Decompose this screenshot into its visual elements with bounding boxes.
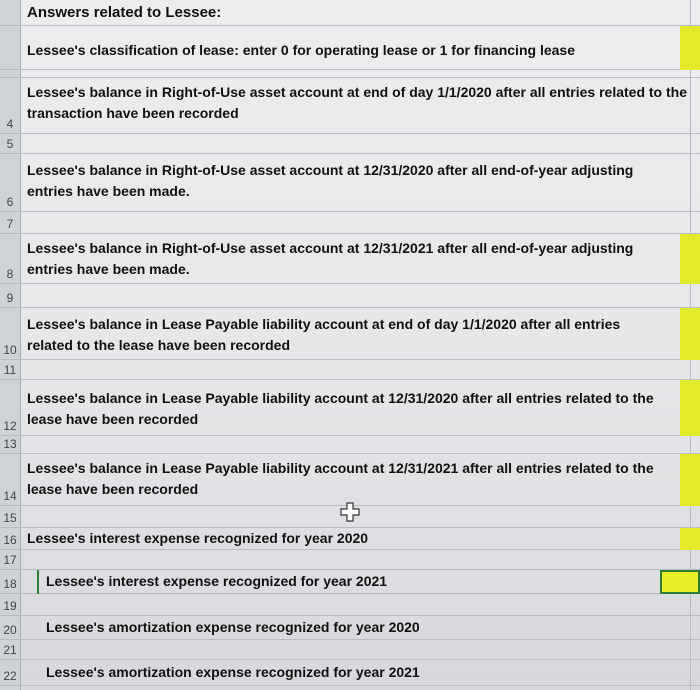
table-row [0,550,700,570]
cell-question[interactable] [21,26,700,69]
question-label: Lessee's amortization expense recognized for year 2021 [46,664,420,680]
question-label: Lessee's balance in Lease Payable liability account at 12/31/2021 after all entries related to the lease have been recorded [27,460,654,497]
row-number: 16 [3,533,17,547]
question-label: Lessee's balance in Lease Payable liability account at end of day 1/1/2020 after all entries related to the lease have been recorded [27,316,621,353]
row-number: 6 [6,195,14,209]
answer-cell[interactable] [680,454,700,506]
table-row [0,70,700,78]
row-number: 21 [3,643,17,657]
table-row [0,308,700,360]
table-row [0,380,700,436]
question-label: Lessee's classification of lease: enter 0 for operating lease or 1 for financing lease [27,42,575,58]
table-row [0,134,700,154]
row-number: 10 [3,343,17,357]
table-row [0,594,700,616]
question-label: Lessee's interest expense recognized for year 2021 [46,573,388,589]
row-number: 20 [3,623,17,637]
question-label: Lessee's balance in Lease Payable liability account at 12/31/2020 after all entries related to the lease have been recorded [27,390,654,427]
table-row [0,26,700,70]
row-number: 9 [6,291,14,305]
question-label: Lessee's balance in Right-of-Use asset account at 12/31/2020 after all end-of-year adjusting entries have been made. [27,162,634,199]
row-number: 14 [3,489,17,503]
table-row [0,506,700,528]
cell-question[interactable] [21,154,700,211]
row-number: 15 [3,511,17,525]
question-label: Lessee's amortization expense recognized for year 2020 [46,619,420,635]
cell-question[interactable] [21,454,700,505]
answer-cell[interactable] [680,528,700,550]
row-number: 17 [3,553,17,567]
table-row [0,284,700,308]
row-number: 22 [3,669,17,683]
table-row [0,234,700,284]
cell-title[interactable] [21,0,700,25]
question-label: Lessee's balance in Right-of-Use asset account at end of day 1/1/2020 after all entries related to the transaction have been recorded [27,84,687,121]
cell-question[interactable] [40,616,700,639]
table-row [0,616,700,640]
answer-cell[interactable] [680,380,700,436]
answer-cell-selected[interactable] [660,570,700,594]
table-row [0,570,700,594]
table-row [0,454,700,506]
cell-question[interactable] [40,660,700,685]
cell-question[interactable] [21,234,700,283]
table-row [0,154,700,212]
crosshair-cursor-icon [340,502,360,522]
table-row [0,660,700,686]
row-number: 19 [3,599,17,613]
section-title: Answers related to Lessee: [27,4,222,21]
cell-question[interactable] [21,380,700,435]
row-number: 4 [6,117,14,131]
row-number: 11 [3,363,17,377]
answer-cell[interactable] [680,308,700,360]
question-label: Lessee's interest expense recognized for year 2020 [27,530,369,546]
selection-edge [37,570,39,594]
row-number: 13 [3,437,17,451]
row-number: 7 [6,217,14,231]
question-label: Lessee's balance in Right-of-Use asset account at 12/31/2021 after all end-of-year adjusting entries have been made. [27,240,634,277]
table-row [0,528,700,550]
answer-cell[interactable] [680,234,700,284]
cell-question[interactable] [40,570,700,593]
row-number: 8 [6,267,14,281]
cell-question[interactable] [21,308,700,359]
answer-cell[interactable] [680,26,700,70]
table-row [0,640,700,660]
row-number: 18 [3,577,17,591]
table-row [0,360,700,380]
cell-question[interactable] [21,528,700,549]
table-row [0,0,700,26]
table-row [0,436,700,454]
row-number: 12 [3,419,17,433]
cell-question[interactable] [21,78,700,133]
row-number: 5 [6,137,14,151]
table-row [0,212,700,234]
table-row [0,78,700,134]
